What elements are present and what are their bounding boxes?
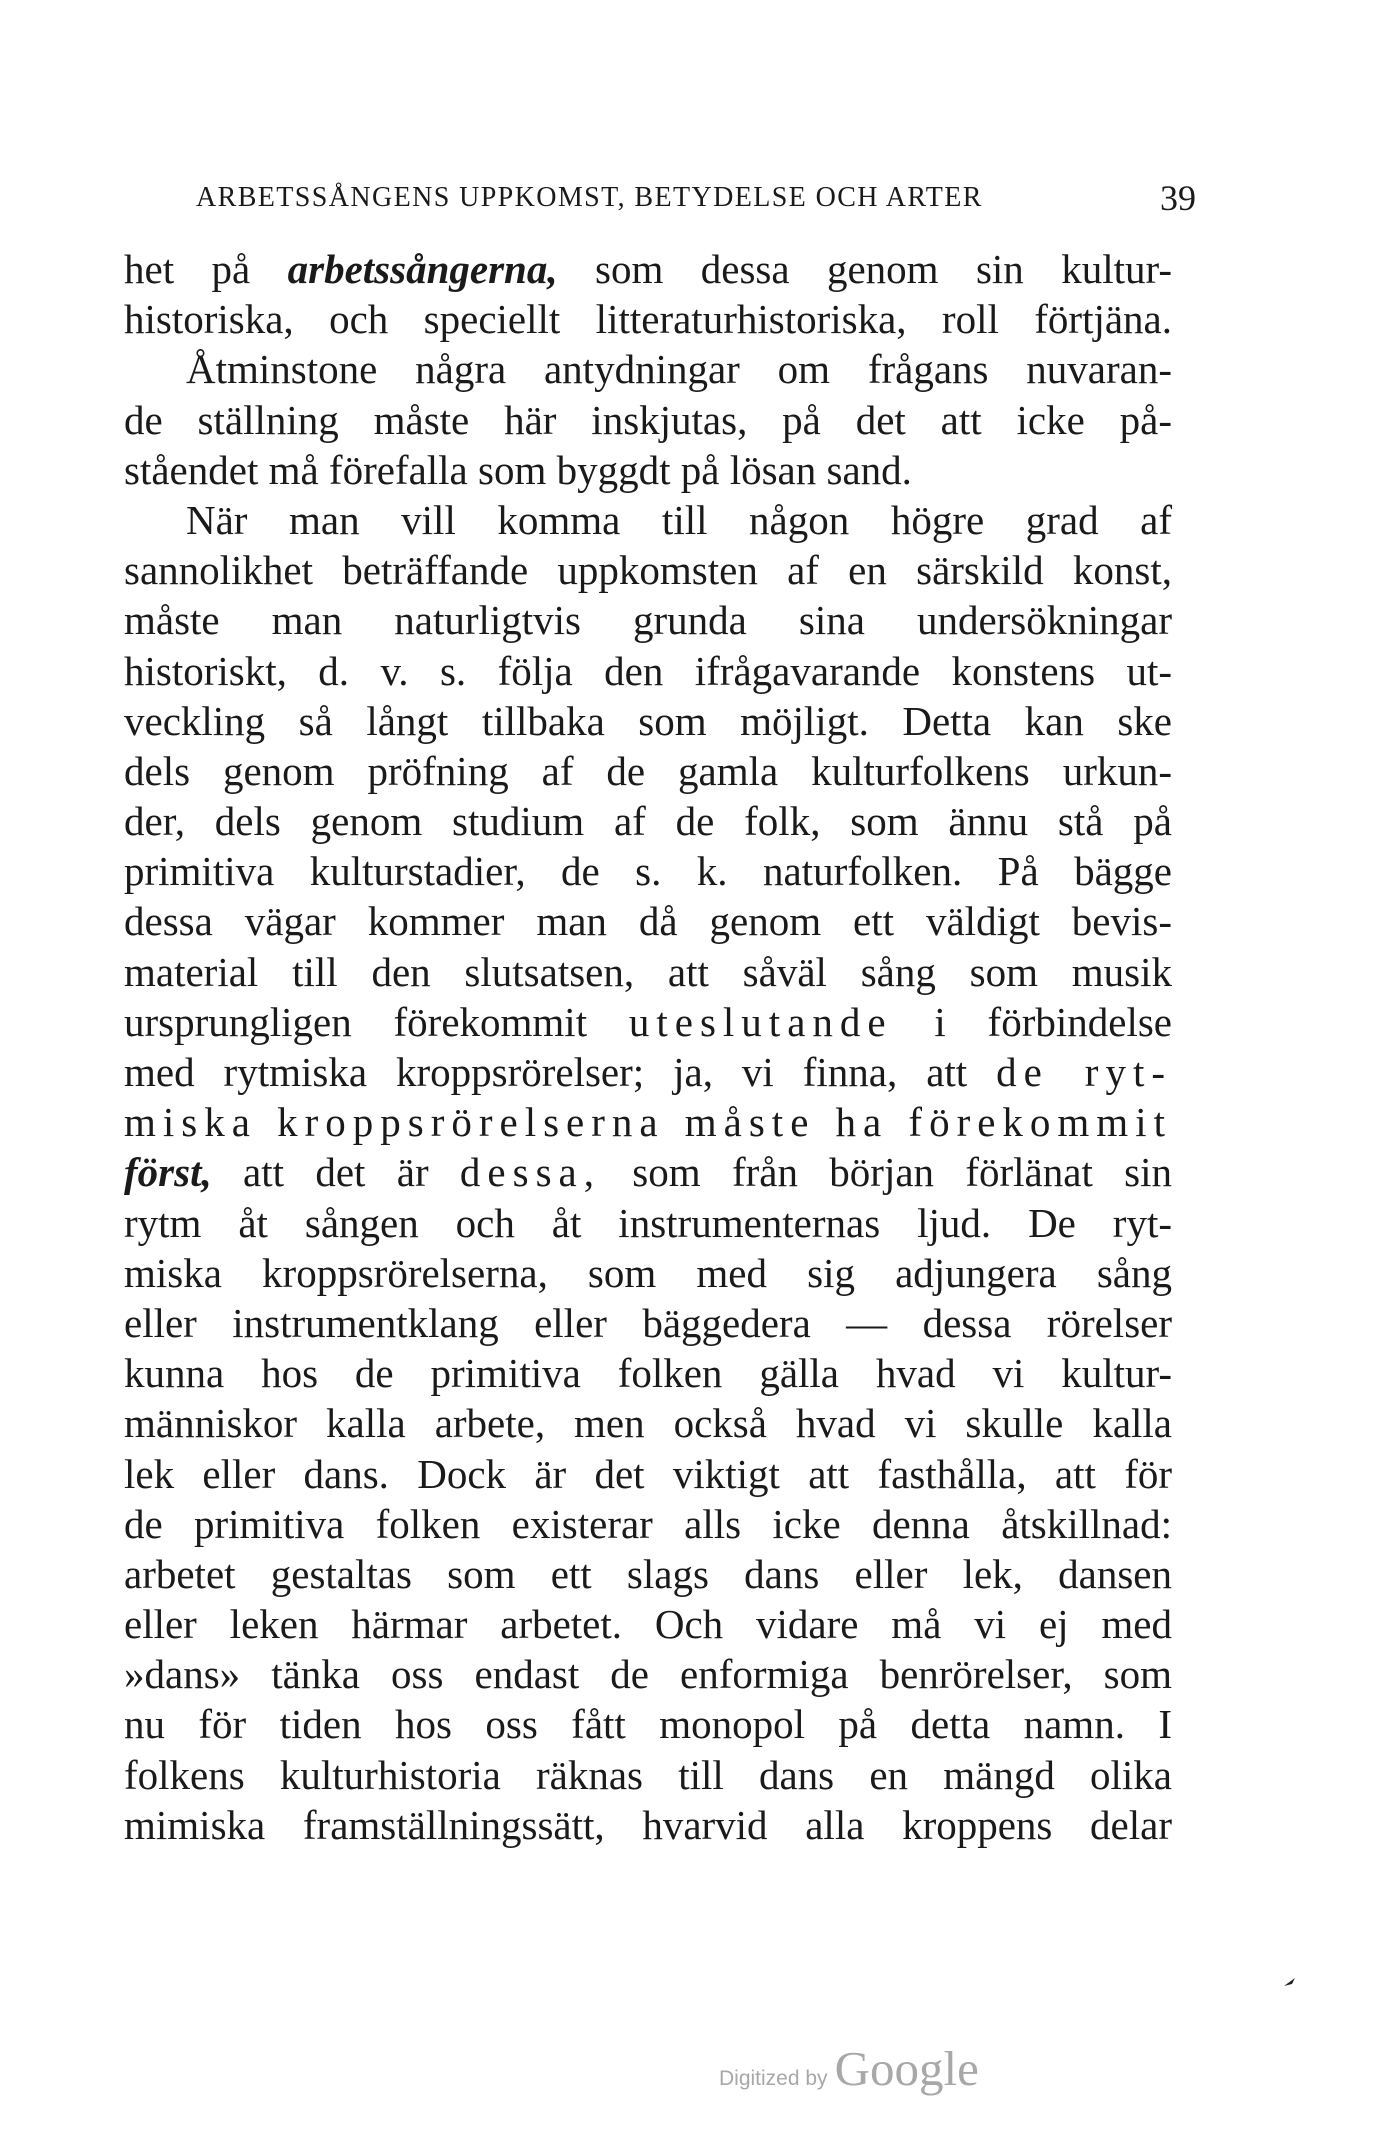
text-line: människor kalla arbete, men också hvad vi skulle kalla [124,1400,1172,1447]
digitization-watermark [719,2040,979,2100]
text-line: de primitiva folken existerar alls icke denna åtskillnad: [124,1500,1172,1547]
text-line: het på arbetssångerna, som dessa genom sin kultur- [124,246,1172,292]
text-line-spaced-emphasis: miska kroppsrörelserna måste ha förekommit [124,1099,1172,1146]
text-line: historiskt, d. v. s. följa den ifrågavarande konstens ut- [124,647,1172,694]
text-line: material till den slutsatsen, att såväl sång som musik [124,948,1172,995]
text-line: sannolikhet beträffande uppkomsten af en särskild konst, [124,547,1172,594]
text-line: nu för tiden hos oss fått monopol på detta namn. I [124,1701,1172,1748]
text-line: de ställning måste här inskjutas, på det att icke på- [124,396,1172,443]
text-line: historiska, och speciellt litteraturhistoriska, roll förtjäna. [124,296,1172,343]
text-line: primitiva kulturstadier, de s. k. naturfolken. På bägge [124,848,1172,895]
text-line: der, dels genom studium af de folk, som ännu stå på [124,798,1172,845]
page-number: 39 [1160,178,1196,218]
text-line: dessa vägar kommer man då genom ett väldigt bevis- [124,898,1172,945]
text-line: lek eller dans. Dock är det viktigt att fasthålla, att för [124,1450,1172,1497]
running-head [196,175,1196,221]
text-line: ståendet må förefalla som byggdt på lösan sand. [124,446,912,493]
text-line: mimiska framställningssätt, hvarvid alla kroppens delar [124,1801,1172,1848]
emphasis-forst: först, [124,1149,212,1196]
printer-mark-icon [1283,1976,1297,1988]
text-line: Åtminstone några antydningar om frågans nuvaran- [186,346,1172,393]
text-line: folkens kulturhistoria räknas till dans en mängd olika [124,1751,1172,1798]
text-line: dels genom pröfning af de gamla kulturfolkens urkun- [124,747,1172,794]
text-line: ursprungligen förekommit uteslutande i förbindelse [124,998,1172,1045]
emphasis-arbetssangerna: arbetssångerna, [287,246,558,292]
watermark-prefix: Digitized by [719,2067,828,2090]
text-line: miska kroppsrörelserna, som med sig adjungera sång [124,1249,1172,1296]
running-title: ARBETSSÅNGENS UPPKOMST, BETYDELSE OCH ARTER [196,182,983,213]
text-line: rytm åt sången och åt instrumenternas ljud. De ryt- [124,1199,1172,1246]
text-line: eller instrumentklang eller bäggedera — dessa rörelser [124,1299,1172,1346]
text-line: med rytmiska kroppsrörelser; ja, vi finna, att de ryt- [124,1049,1172,1095]
emphasis-de-rytmiska: de ryt- [996,1049,1172,1095]
text-line: När man vill komma till någon högre grad af [186,496,1172,543]
emphasis-uteslutande: uteslutande [628,998,893,1045]
body-text [124,244,1172,1850]
text-line: måste man naturligtvis grunda sina undersökningar [124,597,1172,644]
text-line: kunna hos de primitiva folken gälla hvad vi kultur- [124,1350,1172,1397]
text-line: veckling så långt tillbaka som möjligt. Detta kan ske [124,697,1172,744]
text-line: först, att det är dessa, som från början förlänat sin [124,1149,1172,1196]
text-line: arbetet gestaltas som ett slags dans eller lek, dansen [124,1550,1172,1597]
watermark-brand-logo: Google [834,2041,979,2096]
emphasis-dessa: dessa, [459,1149,601,1196]
text-line: eller leken härmar arbetet. Och vidare må vi ej med [124,1601,1172,1648]
text-line: »dans» tänka oss endast de enformiga benrörelser, som [124,1651,1172,1698]
